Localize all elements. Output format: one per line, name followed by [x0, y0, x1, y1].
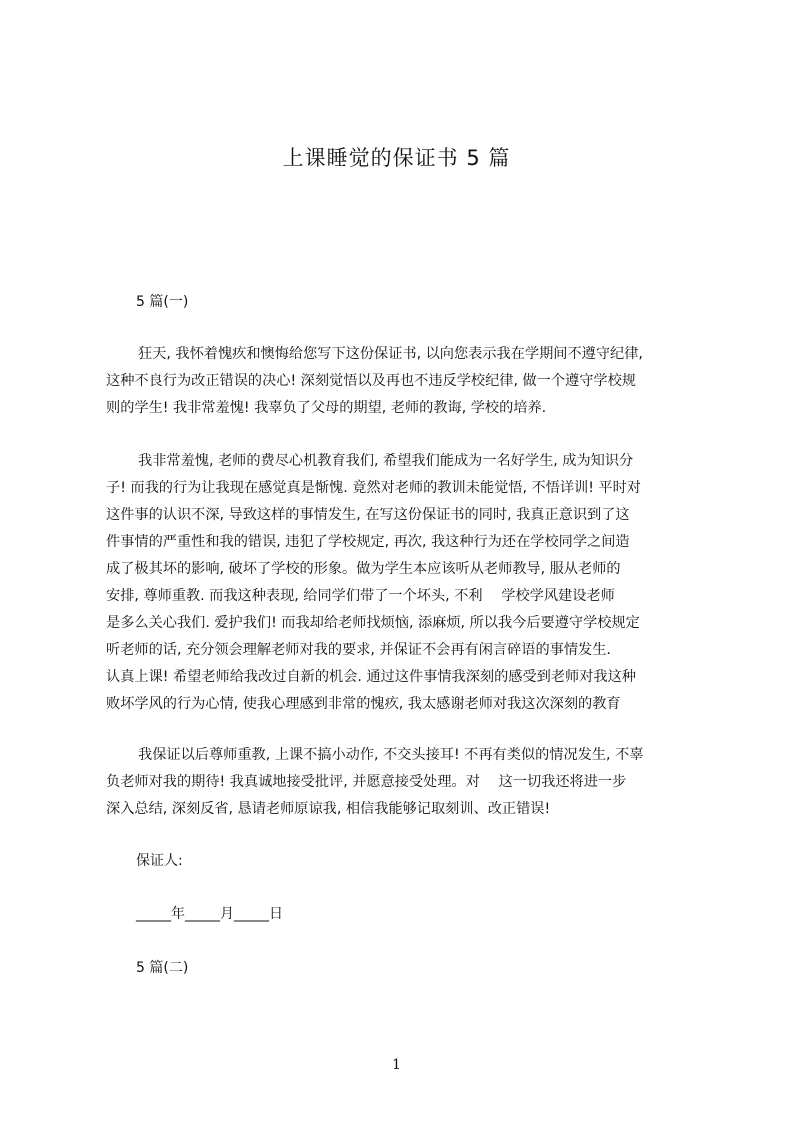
- paragraph-line: 认真上课! 希望老师给我改过自新的机会. 通过这件事情我深刻的感受到老师对我这种: [106, 669, 636, 685]
- paragraph-line: 狂天, 我怀着愧疚和懊悔给您写下这份保证书, 以向您表示我在学期间不遵守纪律,: [138, 346, 643, 362]
- paragraph-line: 我保证以后尊师重教, 上课不搞小动作, 不交头接耳! 不再有类似的情况发生, 不辜: [138, 747, 644, 763]
- paragraph-line: 这种不良行为改正错误的决心! 深刻觉悟以及再也不违反学校纪律, 做一个遵守学校规: [106, 373, 636, 389]
- section-heading-2: 5 篇(二): [136, 960, 189, 976]
- paragraph-line: 则的学生! 我非常羞愧! 我辜负了父母的期望, 老师的教诲, 学校的培养.: [106, 400, 547, 416]
- paragraph-2: [106, 448, 700, 718]
- signer-label: 保证人:: [136, 853, 183, 869]
- paragraph-line: 是多么关心我们. 爱护我们! 而我却给老师找烦恼, 添麻烦, 所以我今后要遵守学校规定: [106, 615, 640, 631]
- paragraph-line: 件事情的严重性和我的错误, 违犯了学校规定, 再次, 我这种行为还在学校同学之间造: [106, 534, 630, 550]
- paragraph-line: 我非常羞愧, 老师的费尽心机教育我们, 希望我们能成为一名好学生, 成为知识分: [138, 453, 634, 469]
- paragraph-line: 这件事的认识不深, 导致这样的事情发生, 在写这份保证书的同时, 我真正意识到了这: [106, 507, 630, 523]
- paragraph-line: 听老师的话, 充分领会理解老师对我的要求, 并保证不会再有闲言碎语的事情发生.: [106, 642, 611, 658]
- paragraph-line: 子! 而我的行为让我现在感觉真是惭愧. 竟然对老师的教训未能觉悟, 不悟详训! 平时对: [106, 480, 641, 496]
- page-number: 1: [392, 1057, 401, 1073]
- document-title: 上课睡觉的保证书 5 篇: [282, 146, 511, 170]
- paragraph-line: 败坏学风的行为心情, 使我心理感到非常的愧疚, 我太感谢老师对我这次深刻的教育: [106, 696, 621, 712]
- paragraph-line: 负老师对我的期待! 我真诚地接受批评, 并愿意接受处理。对 这一切我还将进一步: [106, 774, 627, 790]
- paragraph-line: 成了极其坏的影响, 破坏了学校的形象。做为学生本应该听从老师教导, 服从老师的: [106, 561, 621, 577]
- paragraph-line: 深入总结, 深刻反省, 恳请老师原谅我, 相信我能够记取刻训、改正错误!: [106, 801, 551, 817]
- date-line: _____年_____月_____日: [136, 906, 283, 922]
- paragraph-1: [106, 341, 700, 422]
- section-heading-1: 5 篇(一): [136, 294, 189, 310]
- paragraph-3: [106, 742, 700, 823]
- paragraph-line: 安排, 尊师重教. 而我这种表现, 给同学们带了一个坏头, 不利 学校学风建设老师: [106, 588, 615, 604]
